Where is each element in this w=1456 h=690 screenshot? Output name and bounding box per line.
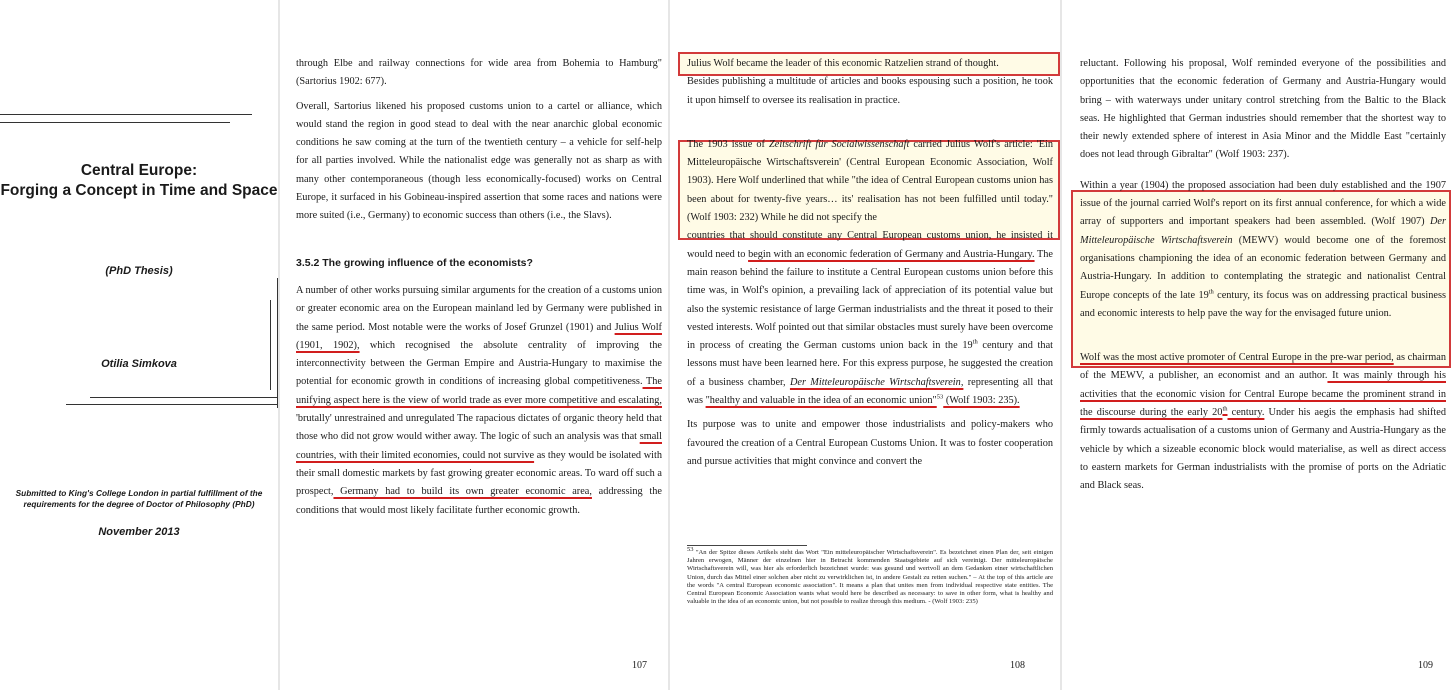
highlight-underline: "healthy and valuable in the idea of an economic union" (705, 395, 937, 407)
highlighted-sentence: Julius Wolf became the leader of this economic Ratzelien strand of thought. (687, 58, 999, 69)
paragraph: reluctant. Following his proposal, Wolf reminded everyone of the possibilities and opportunities that the economic federation of Germany and Austria-Hungary would bring – with waterways under unitary control stretching from the Baltic to the Black seas. He highlighted that German industries should remember that the shortest way to their newly extended sphere of interest in Asia Minor and the Middle East "certainly does not lead through Gibraltar" (Wolf 1903: 237). (1080, 58, 1446, 161)
page-107 (280, 0, 668, 690)
highlight-underline: It was mainly through his activities that the economic vision for Central Europe became the prominent strand in the discourse during the early 20 (1080, 370, 1446, 419)
highlight-underline: begin with an economic federation of Germany and Austria-Hungary. (748, 248, 1035, 260)
decorative-rule (0, 122, 230, 123)
paragraph: countries that should constitute any Central European customs union, he insisted it would need to begin with an economic federation of Germany and Austria-Hungary. The main reason behind the failure to institute a Central European customs union before this time was, in Wolf's opinion, a prevailing lack of appreciation of its potential value but also the systemic resistance of large German industrialists and the threat it posed to their vested interests. Wolf pointed out that similar obstacles must surely have been overcome in process of creating the German customs union back in the 19th century and that lessons must have been learned here. For this express purpose, he suggested the creation of a business chamber, Der Mitteleuropäische Wirtschaftsverein, representing all that was "healthy and valuable in the idea of an economic union"$^{53}$ (Wolf 1903: 235). (687, 230, 1054, 407)
page-number: 109 (1418, 660, 1433, 671)
thesis-subtitle: (PhD Thesis) (105, 265, 173, 277)
highlighted-paragraph: The 1903 issue of Zeitschrift für Socialwissenschaft carried Julius Wolf's article: 'Ein Mitteleuropäische Wirtschaftsverein' (Central European Economic Association, Wolf 1903). Here Wolf underlined that while "the idea of Central European customs union has been about for twenty-five years… its' realisation has not been fulfilled until today." (Wolf 1903: 232) While he did not specify the (687, 138, 1053, 224)
paragraph: through Elbe and railway connections for wide area from Bohemia to Hamburg" (Sartorius 1902: 677). (296, 58, 662, 88)
page-number: 107 (632, 660, 647, 671)
paragraph: Overall, Sartorius likened his proposed customs union to a cartel or alliance, which would stand the region in good stead to deal with the near anarchic global economic conditions he saw coming at the turn of the twentieth century – a vehicle for self-help for all parties involved. While the nationalist edge was generally not as sharp as with many other contemporaneous (though less economically-focused) works on Central Europe, it surfaced in his Gobineau-inspired assertion that some races and nations were more suited (i.e., Germany) to economic success than others (i.e., the Slavs). (296, 100, 662, 222)
page-109 (1062, 0, 1456, 690)
highlight-underline: (Wolf 1903: 235). (943, 395, 1020, 407)
section-heading: 3.5.2 The growing influence of the economists? (296, 256, 533, 269)
footnote-ref[interactable]: 53 (936, 393, 944, 401)
footnote-rule (687, 545, 807, 546)
paragraph: A number of other works pursuing similar arguments for the creation of a customs union or greater economic area on the European mainland led by Germany were published in the same period. Most notable were the works of Josef Grunzel (1901) and Julius Wolf (1901, 1902), which recognised the absolute centrality of improving the interconnectivity between the German Empire and Austria-Hungary to maximise the potential for economic growth in conditions of increasing global competitiveness. The unifying aspect here is the view of world trade as ever more competitive and escalating, 'brutally' unrestrained and unregulated The rapacious dictates of organic theory held that those who did not grow would wither away. The logic of such an analysis was that small countries, with their limited economies, could not survive as they would be isolated with their small domestic markets by fast growing greater economic areas. To ward off such a prospect, Germany had to build its own greater economic area, addressing the conditions that would most likely facilitate further economic growth. (296, 284, 663, 516)
highlight-underline: Wolf was the most active promoter of Central Europe in the pre-war period, (1080, 352, 1394, 364)
decorative-rule (90, 397, 278, 398)
highlight-underline: Der Mitteleuropäische Wirtschaftsverein, (789, 376, 964, 388)
page-109-body (1080, 55, 1446, 502)
highlight-underline: Julius Wolf (1901, 1902), (296, 321, 662, 351)
paragraph: Its purpose was to unite and empower those industrialists and policy-makers who favoured the creation of a Central European Customs Union. It was to foster cooperation and pursue activities that might convince and convert the (687, 419, 1053, 467)
footnote: $^{53}$ "An der Spitze dieses Artikels steht das Wort "Ein mitteleuropäischer Wirtschaftsverein". Es bezeichnet einen Plan der, seit einigen Jahren erwogen, Männer der einzelnen hier in Betracht kommenden Staatsgebiete auf sich vereinigt. Der mitteleuropäische Wirtschaftsverein will, was hier als erforderlich bezeichnet wurde: was gesund und wertvoll an dem Gedanken einer wirtschaftlichen Union, durch das Mittel einer solchen aber nicht zu verwirklichen ist, in andere Gestalt zu retten suchen." – At the top of this article are the words "A central European economic association". It means a plan that unites men from individual respective state entities. The Central European Economic Association wants what would here be described as necessary: to save in other form, what is healthy and valuable in the idea of an economic union, but not possible to realize through this medium. - (Wolf 1903: 235) (687, 545, 1053, 606)
highlight-underline: small countries, with their limited economies, could not survive (296, 431, 662, 461)
title-page (0, 0, 278, 690)
page-107-body (296, 55, 662, 526)
decorative-rule (270, 300, 271, 390)
page-108 (670, 0, 1060, 690)
page-108-body (687, 55, 1053, 477)
paragraph: Besides publishing a multitude of articles and books espousing such a position, he took it upon himself to oversee its realisation in practice. (687, 76, 1053, 106)
decorative-rule (0, 114, 252, 115)
paragraph: Wolf was the most active promoter of Central Europe in the pre-war period, as chairman of the MEWV, a publisher, an economist and an author. It was mainly through his activities that the economic vision for Central Europe became the prominent strand in the discourse during the early 20th century. Under his aegis the emphasis had shifted firmly towards actualisation of a customs union of Germany and Austria-Hungary as the vehicle by which a sizeable economic block would materialise, as well as direct access to eastern markets for German industrialists with the promise of ports on the Adriatic and Black seas. (1080, 352, 1447, 492)
highlight-underline: The unifying aspect here is the view of world trade as ever more competitive and escalating, (296, 376, 663, 406)
decorative-rule (277, 278, 278, 408)
highlight-underline: Germany had to build its own greater economic area, (333, 486, 592, 498)
author-name: Otilia Simkova (101, 358, 177, 370)
submission-date: November 2013 (98, 526, 180, 538)
thesis-title: Central Europe: Forging a Concept in Time and Space (0, 162, 278, 199)
page-number: 108 (1010, 660, 1025, 671)
highlighted-paragraph: Within a year (1904) the proposed association had been duly established and the 1907 issue of the journal carried Wolf's report on its first annual conference, for which a wide array of supporters and important speakers had been assembled. (Wolf 1907) Der Mitteleuropäische Wirtschaftsverein (MEWV) would become one of the foremost organisations championing the idea of an economic federation between Germany and Austria-Hungary. In addition to contemplating the strategic and nationalist Central Europe concepts of the late 19th century, its focus was on addressing practical business and economic interests to help pave the way for the envisaged future union. (1080, 179, 1446, 319)
submission-statement: Submitted to King's College London in partial fulfillment of the requirements for the degree of Doctor of Philosophy (PhD) (15, 488, 263, 509)
highlight-underline: century. (1227, 407, 1265, 419)
decorative-rule (66, 404, 278, 405)
